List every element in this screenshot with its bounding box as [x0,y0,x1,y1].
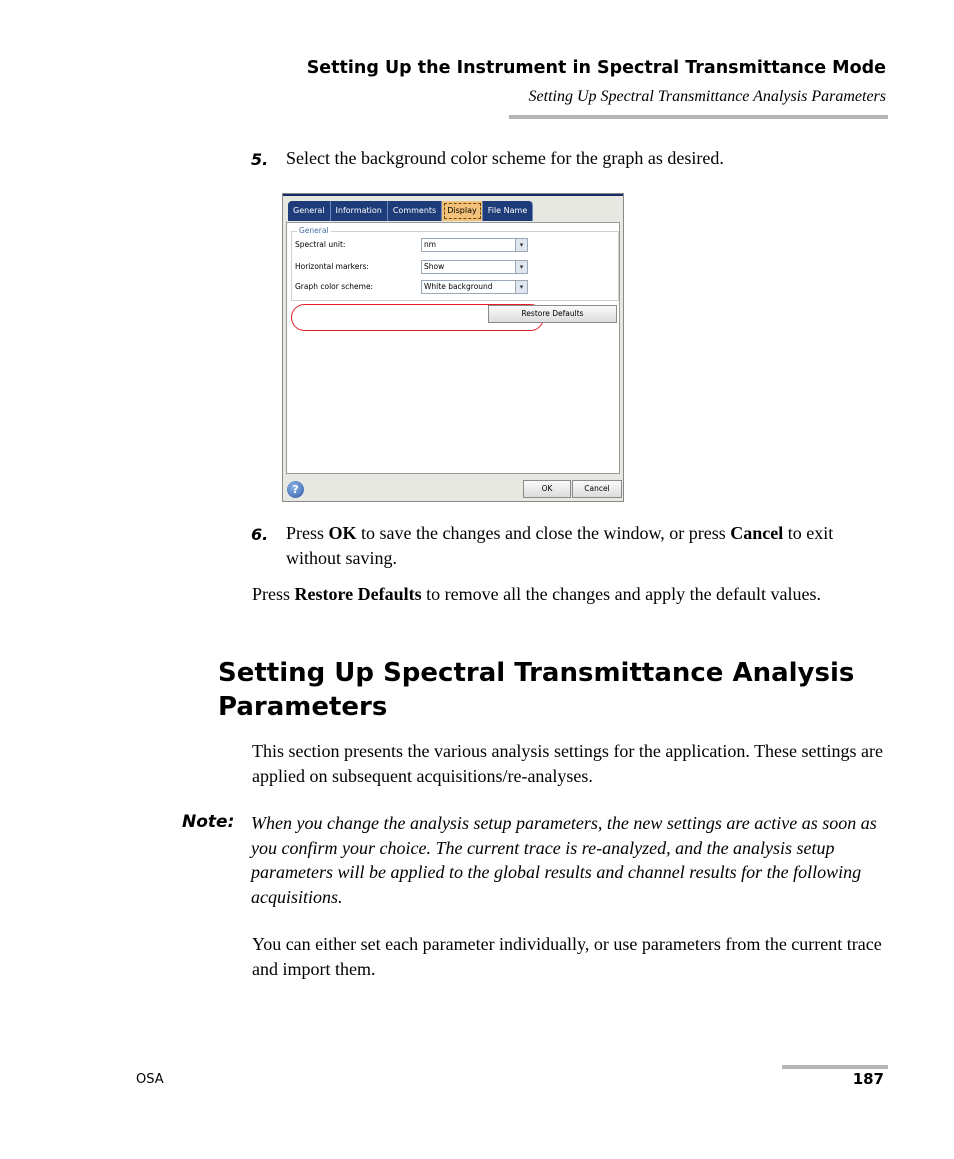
step-6-post: to exit without saving. [286,523,834,568]
header-rule [509,115,888,119]
page-number: 187 [852,1070,884,1088]
horizontal-markers-select[interactable] [421,260,528,274]
horizontal-markers-value: Show [424,262,445,271]
footer-rule [782,1065,888,1069]
restore-post: to remove all the changes and apply the default values. [421,584,822,604]
tab-general[interactable]: General [288,201,331,221]
step-6-ok: OK [328,523,357,543]
chevron-down-icon[interactable]: ▾ [515,261,527,273]
tab-file-name[interactable]: File Name [483,201,534,221]
running-header-subtitle: Setting Up Spectral Transmittance Analysis Parameters [528,88,886,105]
graph-color-scheme-value: White background [424,282,493,291]
note-text: When you change the analysis setup parameters, the new settings are active as soon as you confirm your choice. The current trace is re-analyzed, and the analysis setup parameters will be applied to the global results and channel results for the following acquisitions. [251,813,877,907]
graph-color-scheme-label: Graph color scheme: [295,282,374,291]
footer-product: OSA [136,1072,164,1087]
step-6-number: 6. [251,525,269,544]
restore-defaults-paragraph [252,582,877,607]
step-6-text [286,521,891,570]
general-group-box [291,226,619,301]
section-intro: This section presents the various analysis settings for the application. These settings are applied on subsequent acquisitions/re-analyses. [252,741,884,786]
step-6-cancel: Cancel [730,523,784,543]
restore-bold: Restore Defaults [294,584,422,604]
restore-pre: Press [252,584,295,604]
step-5-number: 5. [251,150,269,169]
section-heading: Setting Up Spectral Transmittance Analysis Parameters [218,658,855,722]
tab-information[interactable]: Information [331,201,388,221]
note-label: Note: [182,812,235,832]
help-icon[interactable]: ? [287,481,304,498]
tab-strip [288,201,533,221]
ok-button[interactable]: OK [523,480,571,498]
tab-comments[interactable]: Comments [388,201,442,221]
step-5-text: Select the background color scheme for the graph as desired. [286,148,724,168]
tab-display[interactable]: Display [442,201,483,221]
step-6-pre: Press [286,523,329,543]
cancel-button[interactable]: Cancel [572,480,622,498]
running-header-title: Setting Up the Instrument in Spectral Transmittance Mode [306,58,886,78]
spectral-unit-select[interactable] [421,238,528,252]
graph-color-scheme-select[interactable] [421,280,528,294]
group-label: General [299,226,329,235]
chevron-down-icon[interactable]: ▾ [515,239,527,251]
step-6-mid: to save the changes and close the window, or press [356,523,731,543]
chevron-down-icon[interactable]: ▾ [515,281,527,293]
dialog-top-border [283,194,623,196]
settings-dialog-screenshot [282,193,624,502]
spectral-unit-label: Spectral unit: [295,240,346,249]
horizontal-markers-label: Horizontal markers: [295,262,369,271]
tab-panel [286,222,620,474]
closing-paragraph: You can either set each parameter individually, or use parameters from the current trace and import them. [252,934,882,979]
spectral-unit-value: nm [424,240,437,249]
restore-defaults-button[interactable]: Restore Defaults [488,305,617,323]
